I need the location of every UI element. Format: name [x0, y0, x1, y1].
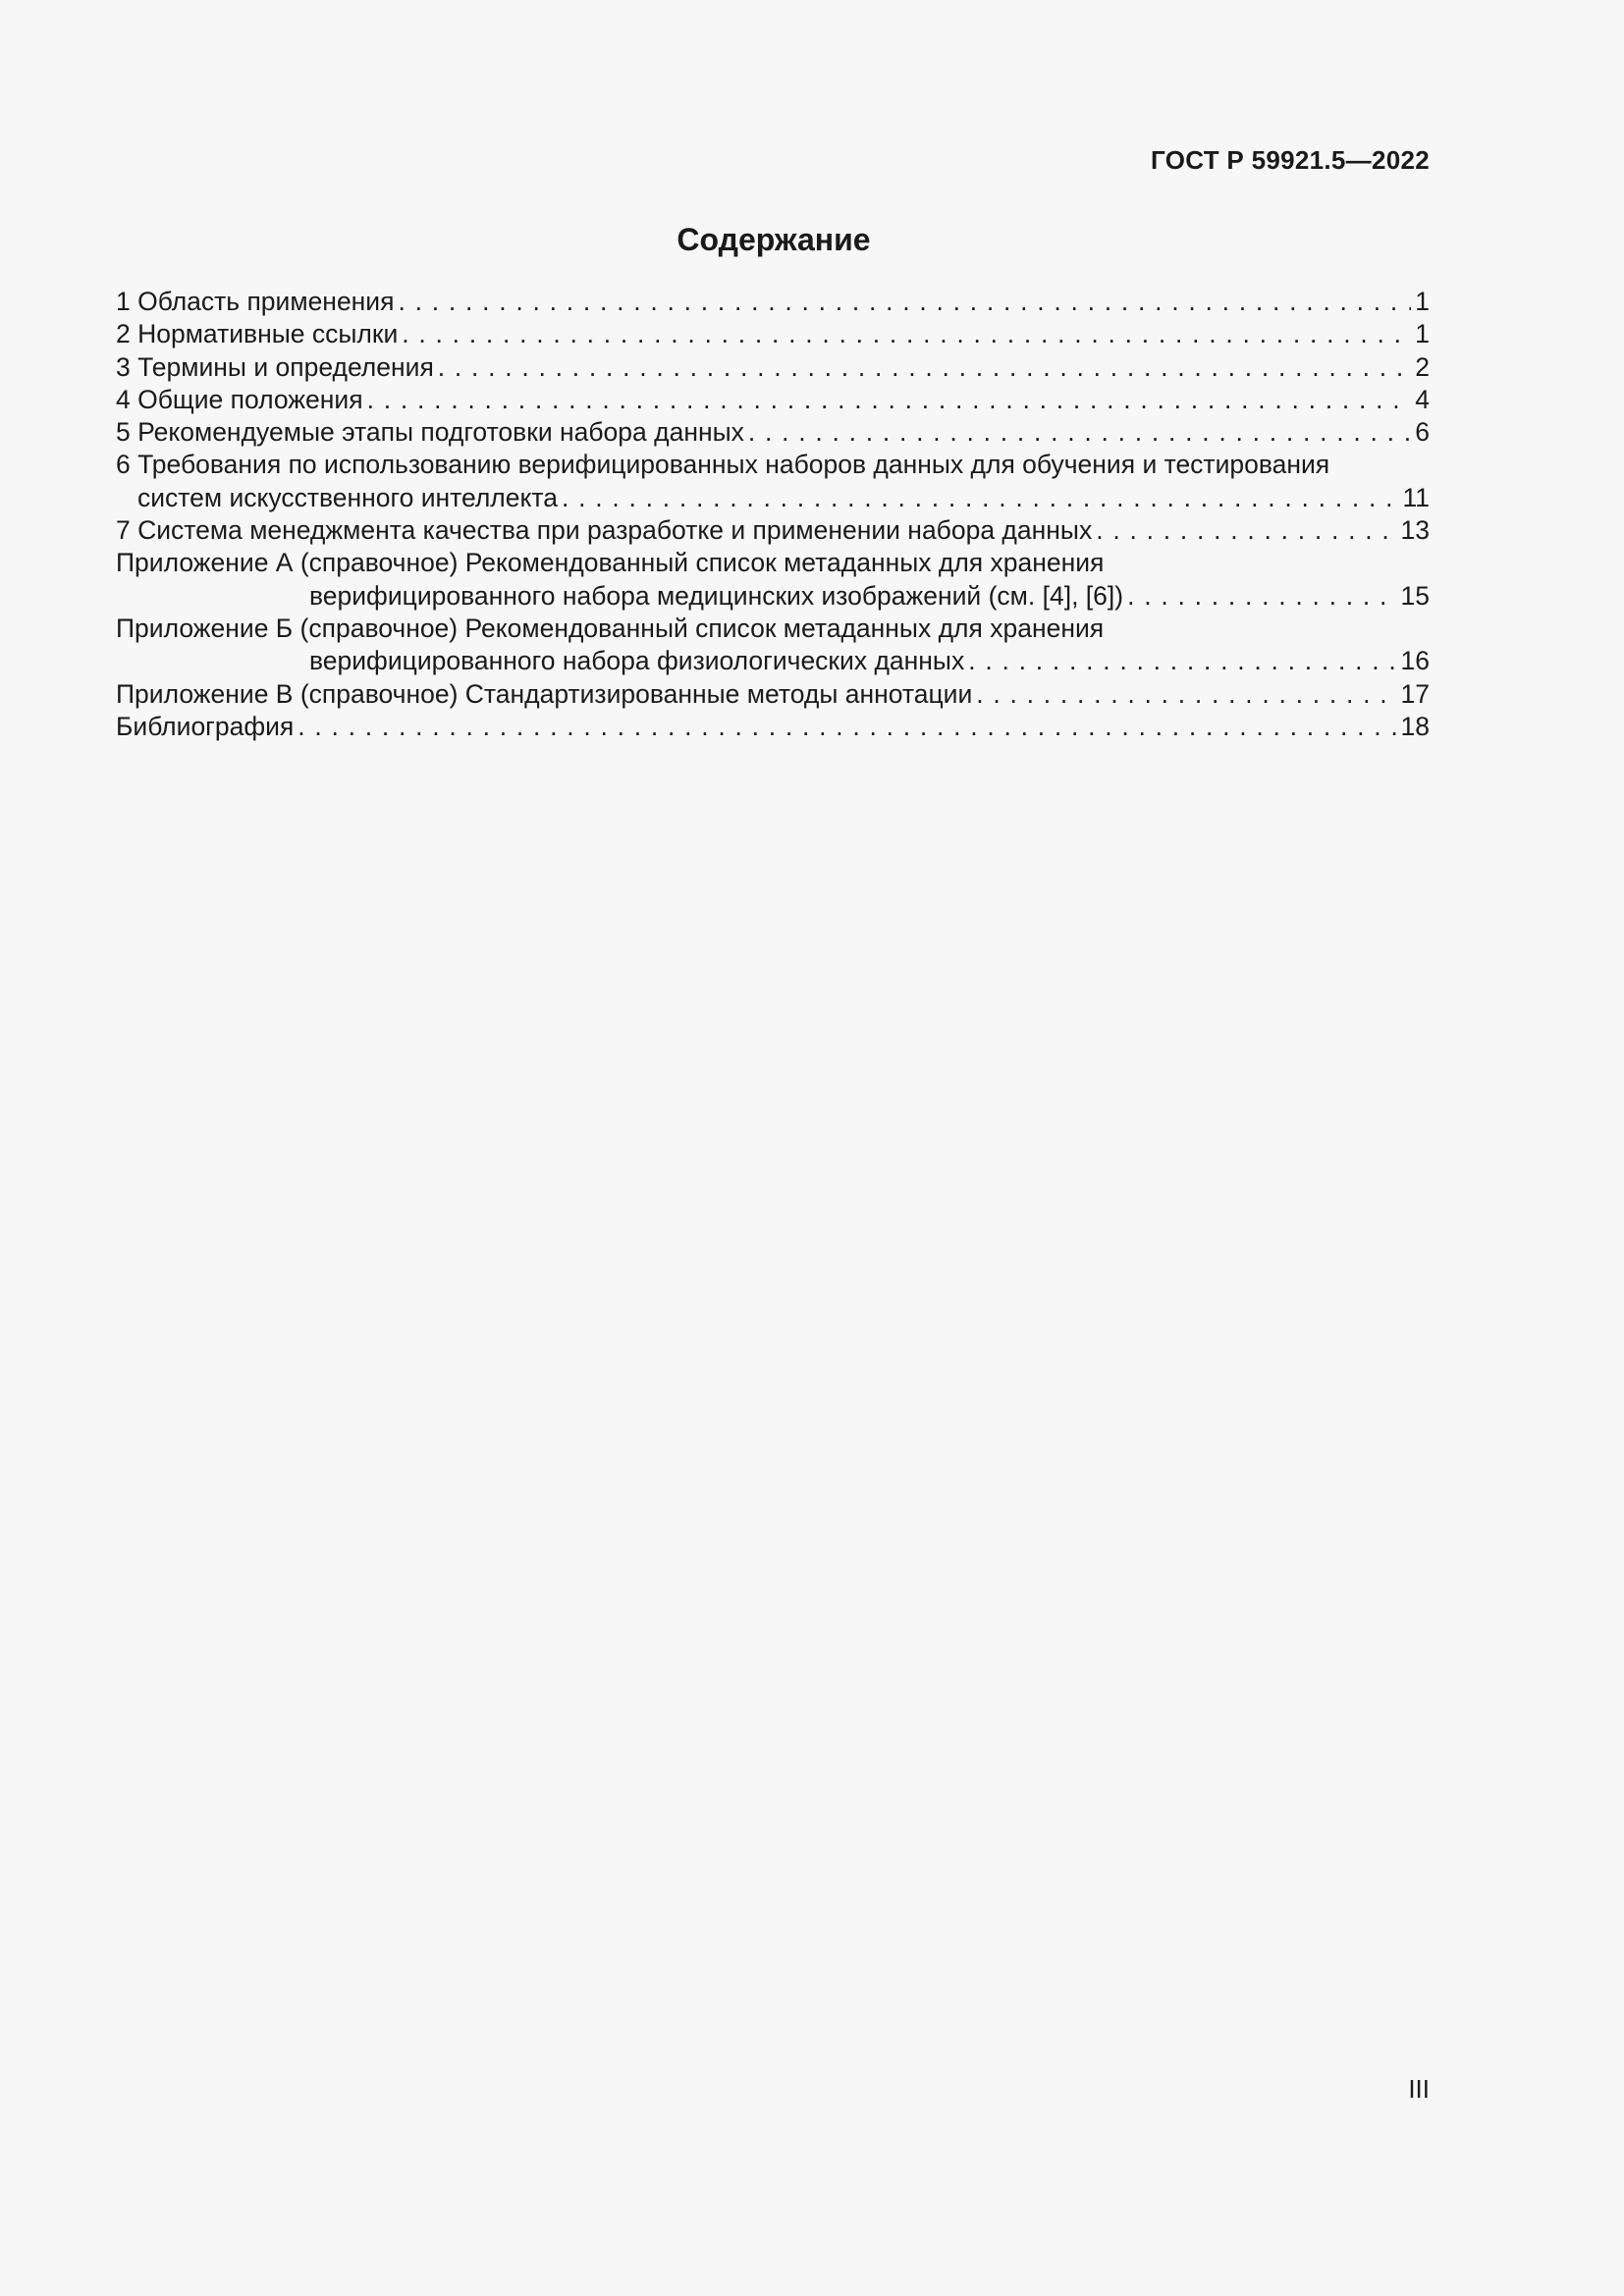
toc-entry-label: 6 Требования по использованию верифицированных наборов данных для обучения и тестирования	[116, 450, 1330, 480]
toc-entry-label: 5 Рекомендуемые этапы подготовки набора данных	[116, 417, 744, 448]
dot-leader	[367, 384, 1412, 416]
toc-entry-appendix-b[interactable]	[116, 613, 1430, 678]
table-of-contents	[116, 286, 1430, 743]
toc-entry-page: 11	[1402, 482, 1430, 512]
toc-entry-page: 17	[1400, 678, 1430, 709]
page-number: III	[1408, 2074, 1430, 2104]
toc-entry-bibliography[interactable]	[116, 711, 1430, 743]
toc-entry-scope[interactable]	[116, 286, 1430, 318]
dot-leader	[402, 318, 1411, 350]
dot-leader	[1096, 514, 1396, 547]
toc-entry-quality-management[interactable]	[116, 514, 1430, 547]
document-code: ГОСТ Р 59921.5—2022	[1151, 145, 1430, 175]
toc-entry-label-continuation: верифицированного набора медицинских изображений (см. [4], [6])	[309, 580, 1124, 611]
toc-entry-page: 18	[1400, 711, 1430, 741]
toc-entry-label: 7 Система менеджмента качества при разработке и применении набора данных	[116, 515, 1093, 546]
toc-entry-label: Библиография	[116, 711, 295, 741]
dot-leader	[976, 678, 1396, 711]
dot-leader	[1127, 580, 1396, 613]
toc-entry-label: 4 Общие положения	[116, 384, 363, 414]
toc-entry-general-provisions[interactable]	[116, 384, 1430, 416]
toc-entry-label: Приложение А (справочное) Рекомендованный список метаданных для хранения	[116, 548, 1105, 578]
toc-entry-appendix-v[interactable]	[116, 678, 1430, 711]
toc-entry-page: 15	[1400, 580, 1430, 611]
dot-leader	[968, 645, 1396, 677]
toc-entry-requirements[interactable]	[116, 449, 1430, 514]
toc-entry-normative-references[interactable]	[116, 318, 1430, 350]
dot-leader	[398, 286, 1411, 318]
toc-entry-page: 16	[1400, 646, 1430, 676]
dot-leader	[438, 351, 1411, 384]
dot-leader	[748, 416, 1411, 449]
toc-entry-page: 1	[1415, 319, 1430, 349]
dot-leader	[562, 482, 1399, 514]
toc-entry-label-continuation: систем искусственного интеллекта	[137, 482, 558, 512]
toc-entry-label: 1 Область применения	[116, 287, 395, 316]
toc-entry-page: 13	[1400, 515, 1430, 546]
dot-leader	[298, 711, 1396, 743]
toc-entry-page: 1	[1415, 287, 1430, 316]
toc-entry-label: Приложение В (справочное) Стандартизированные методы аннотации	[116, 678, 973, 709]
toc-entry-label: 2 Нормативные ссылки	[116, 319, 399, 349]
toc-entry-label: Приложение Б (справочное) Рекомендованный список метаданных для хранения	[116, 613, 1105, 643]
toc-entry-page: 4	[1415, 384, 1430, 414]
toc-entry-page: 6	[1415, 417, 1430, 448]
toc-entry-label-continuation: верифицированного набора физиологических данных	[309, 646, 965, 676]
toc-entry-appendix-a[interactable]	[116, 547, 1430, 613]
toc-entry-terms-definitions[interactable]	[116, 351, 1430, 384]
toc-entry-page: 2	[1415, 351, 1430, 382]
toc-entry-recommended-stages[interactable]	[116, 416, 1430, 449]
toc-title: Содержание	[677, 222, 871, 257]
toc-entry-label: 3 Термины и определения	[116, 351, 434, 382]
